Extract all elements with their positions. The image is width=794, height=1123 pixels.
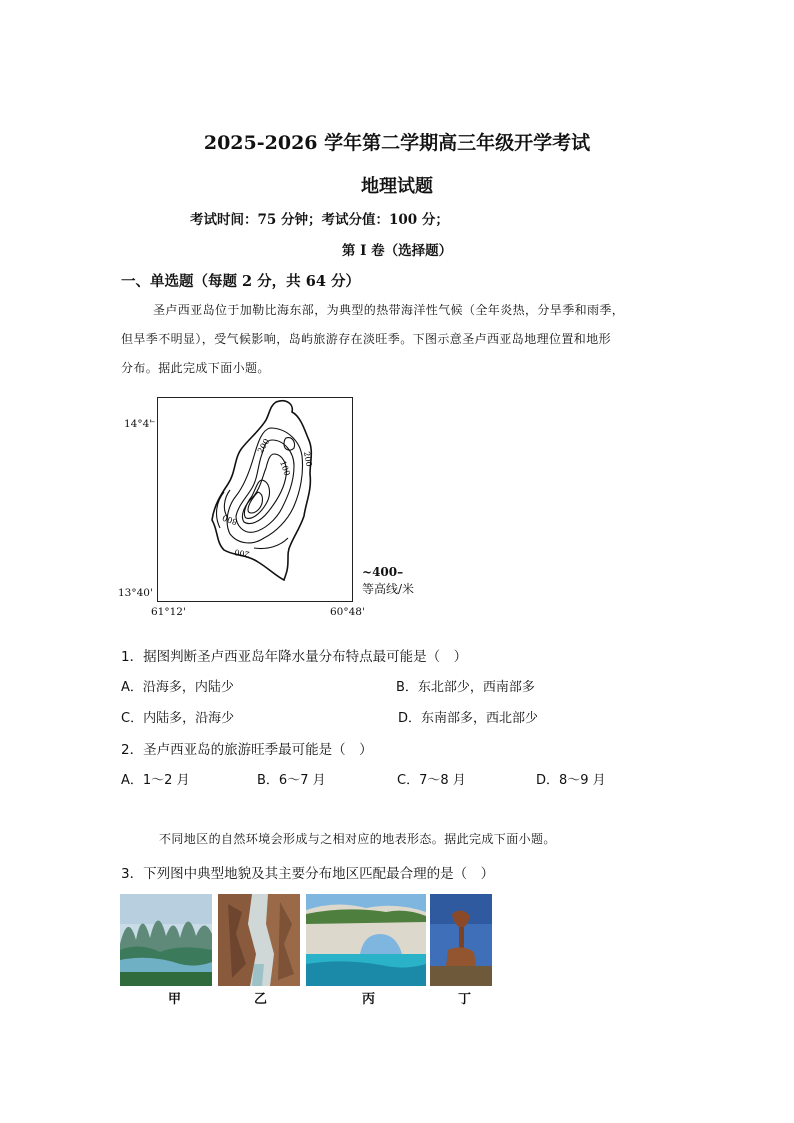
exam-subject: 地理试题 bbox=[361, 176, 433, 197]
contour-label: 100 bbox=[278, 459, 292, 478]
caption-jia: 甲 bbox=[168, 992, 182, 1007]
longitude-left-label: 61°12' bbox=[151, 606, 186, 618]
caption-yi: 乙 bbox=[254, 992, 268, 1007]
q1-option-a[interactable]: A．沿海多，内陆少 bbox=[121, 680, 234, 695]
question-3-stem: 3．下列图中典型地貌及其主要分布地区匹配最合理的是（ ） bbox=[121, 866, 495, 882]
island-contour-map bbox=[157, 397, 353, 602]
contour-label: 200 bbox=[302, 450, 314, 468]
question-1-stem: 1．据图判断圣卢西亚岛年降水量分布特点最可能是（ ） bbox=[121, 649, 468, 665]
legend-line-icon: ~ bbox=[362, 565, 373, 579]
contour-label: 200 bbox=[255, 437, 272, 455]
contour-label: 200 bbox=[233, 547, 251, 559]
photo-sea-arch bbox=[306, 894, 426, 986]
caption-bing: 丙 bbox=[362, 992, 376, 1007]
legend-label: 等高线/米 bbox=[362, 582, 415, 596]
longitude-right-label: 60°48' bbox=[330, 606, 365, 618]
legend-contour-sample: ~400– bbox=[362, 565, 404, 579]
question-2-stem: 2．圣卢西亚岛的旅游旺季最可能是（ ） bbox=[121, 742, 373, 758]
latitude-top-label: 14°4' bbox=[124, 418, 153, 430]
q2-option-c[interactable]: C．7～8 月 bbox=[397, 773, 466, 788]
q1-option-d[interactable]: D．东南部多，西北部少 bbox=[398, 711, 539, 726]
exam-title: 2025-2026 学年第二学期高三年级开学考试 bbox=[203, 132, 591, 154]
q1-option-b[interactable]: B．东北部少，西南部多 bbox=[396, 680, 535, 695]
q2-option-d[interactable]: D．8～9 月 bbox=[536, 773, 606, 788]
section-heading: 一、单选题（每题 2 分，共 64 分） bbox=[121, 273, 360, 290]
passage-2: 不同地区的自然环境会形成与之相对应的地表形态。据此完成下面小题。 bbox=[159, 832, 556, 846]
contour-label: 800 bbox=[221, 512, 239, 527]
volume-heading: 第 I 卷（选择题） bbox=[341, 243, 453, 259]
photo-gorge-canyon bbox=[218, 894, 300, 986]
q1-option-c[interactable]: C．内陆多，沿海少 bbox=[121, 711, 235, 726]
tick-mark: – bbox=[151, 417, 155, 426]
island-map-svg bbox=[158, 398, 354, 603]
passage-line: 圣卢西亚岛位于加勒比海东部，为典型的热带海洋性气候（全年炎热，分旱季和雨季， bbox=[153, 303, 625, 317]
exam-info: 考试时间：75 分钟；考试分值：100 分； bbox=[190, 212, 449, 228]
passage-line: 分布。据此完成下面小题。 bbox=[121, 361, 270, 375]
photo-balancing-rock bbox=[430, 894, 492, 986]
passage-line: 但旱季不明显），受气候影响，岛屿旅游存在淡旺季。下图示意圣卢西亚岛地理位置和地形 bbox=[121, 332, 612, 346]
caption-ding: 丁 bbox=[458, 992, 472, 1007]
q2-option-a[interactable]: A．1～2 月 bbox=[121, 773, 190, 788]
latitude-bottom-label: 13°40' bbox=[118, 587, 153, 599]
photo-karst-landscape bbox=[120, 894, 212, 986]
q2-option-b[interactable]: B．6～7 月 bbox=[257, 773, 326, 788]
